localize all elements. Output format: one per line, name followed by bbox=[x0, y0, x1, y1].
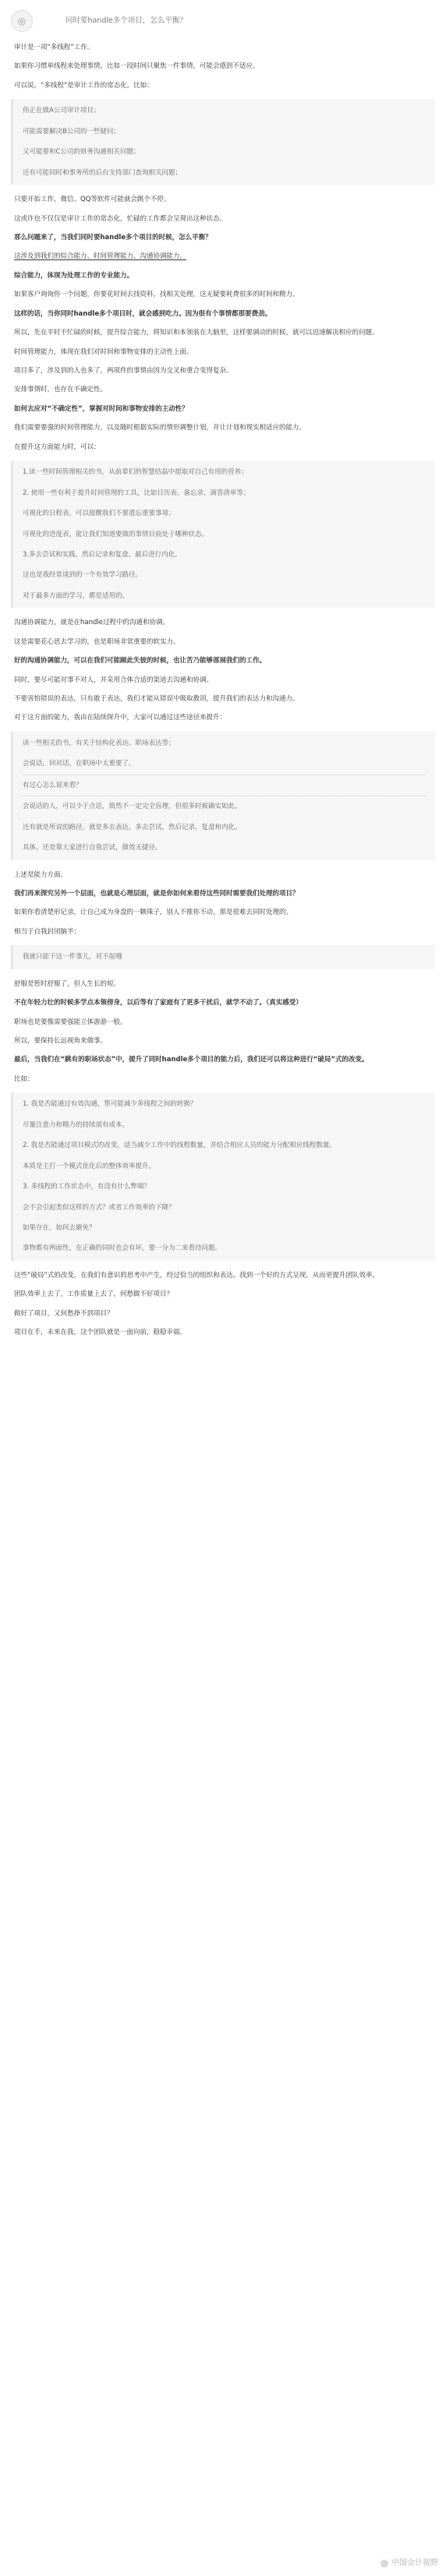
paragraph: 那么问题来了，当我们同时要handle多个项目的时候，怎么平衡？ bbox=[14, 233, 212, 242]
paragraph: 这或许也不仅仅是审计工作的常态化，忙碌的工作都会呈现出这种状态。 bbox=[14, 214, 227, 223]
quote-line: 2. 使用一些有利于提升时间管理的工具，比如日历表、备忘录、滴答清单等； bbox=[23, 489, 250, 497]
paragraph: 好的沟通协调能力，可以在我们可能顾此失彼的时候，也让苦乃能够部展我们的工作。 bbox=[14, 657, 267, 665]
paragraph: 比如： bbox=[14, 1075, 34, 1083]
paragraph: 这些“破局”式的改变，在我们有意识的思考中产生，经过恰当的组织和表达，找到一个好的方式呈现，从而更提升团队效率。 bbox=[14, 1271, 379, 1279]
quote-line: 还有可能同时和事务所的后台支持部门查询相关问题； bbox=[23, 168, 182, 177]
paragraph: 这涉及到我们的综合能力、时间管理能力、沟通协调能力。 bbox=[14, 252, 187, 261]
quote-line: 可能需要解决B公司的一些疑问； bbox=[23, 127, 120, 136]
paragraph: 这样的话，当你同时handle多个项目时，就会感到吃力。因为很有个事情都那要费劲。 bbox=[14, 309, 272, 318]
paragraph: 上述是能力方面。 bbox=[14, 870, 68, 879]
quote-line: 3.多去尝试和实践，然后记录和复盘，最后进行内化。 bbox=[23, 550, 182, 559]
paragraph: 最后，当我们在“跳有的职场状态”中，提升了同时handle多个项目的能力后，我们还可以将这种进行“破局”式的改变。 bbox=[14, 1056, 369, 1064]
paragraph: 安排事情时，也存在不确定性。 bbox=[14, 386, 108, 394]
quote-line: 具体，还是靠大家进行自我尝试，做效无捷径。 bbox=[23, 844, 162, 852]
quote-line: 有过心怎么说来看？ bbox=[23, 781, 83, 789]
quote-line: 读一些相关的书，有关于结构化表达、职场表达等； bbox=[23, 739, 175, 747]
quote-line: 如果存在，如何去避免？ bbox=[23, 1223, 96, 1232]
quote-line: 1.读一些时间管理相关的书，从前辈们的智慧结晶中提取对自己有用的营养； bbox=[23, 468, 248, 477]
quote-line: 你正在做A公司审计项目； bbox=[23, 107, 101, 115]
paragraph: 时间管理能力，体现在我们对时间和事物安排的主动性上面。 bbox=[14, 348, 193, 356]
paragraph: 如何去应对“不确定性”，掌握对时间和事物安排的主动性？ bbox=[14, 404, 189, 413]
paragraph: 我们需要要强的时间管理能力，以及随时根据实际的情形调整计划，并让计划和现实相适应的能力。 bbox=[14, 424, 306, 432]
article-title: 同时要handle多个项目，怎么平衡？ bbox=[65, 16, 187, 25]
quote-line: 3. 多线程的工作状态中，有没有什么弊端？ bbox=[23, 1183, 150, 1191]
paragraph: 如果客户询询你一个问题，你要花时间去找资料，找相关处理，这无疑要耗费很多的时间和精力。 bbox=[14, 291, 299, 299]
quote-line: 又可能要和C公司的财务沟通相关问题； bbox=[23, 148, 140, 157]
quote-line: 本质是主打一个模式优化后的整体效率提升。 bbox=[23, 1162, 156, 1170]
quote-line: 可视化的日程表，可以提醒我们不要遗忘重要事项； bbox=[23, 510, 175, 518]
quote-line: 对于最多方面的学习，都是适用的。 bbox=[23, 591, 129, 600]
quote-line: 可视化的进度表，能让我们知道要做的事情目前处于哪种状态。 bbox=[23, 530, 209, 538]
blockquote bbox=[11, 99, 435, 185]
article-body bbox=[11, 42, 435, 1346]
paragraph: 只要开始工作，微信、QQ等软件可能就会跳个不停。 bbox=[14, 196, 171, 204]
quote-line: 我就只能干这一件事儿，对不起哦 bbox=[23, 953, 122, 962]
paragraph: 如果你看清楚形记录，让自己成为身盘的一颗珠子，别人不推你不动，那是很难去同时处理的。 bbox=[14, 909, 293, 917]
paragraph: 对于这方面的能力，我由在陆续探升中，大家可以通过这些途径来提升： bbox=[14, 714, 227, 722]
quote-line: 事物都有两面性，在正确的同时也会有坏，要一分为二来看待问题。 bbox=[23, 1244, 222, 1253]
quote-line: 还有就是所说的路径，就是多去表达，多去尝试，然后记录，复盘和内化。 bbox=[23, 823, 242, 831]
paragraph: 综合能力，体现为处理工作的专业能力。 bbox=[14, 271, 134, 280]
paragraph: 团队效率上去了，工作质量上去了，何愁做不好项目？ bbox=[14, 1290, 174, 1299]
watermark bbox=[381, 2557, 438, 2570]
logo-icon[interactable]: ◎ bbox=[11, 10, 33, 32]
blockquote bbox=[11, 461, 435, 608]
paragraph: 不在年轻力壮的时候多学点本领傍身，以后等有了家庭有了更多干扰后，就学不动了。（真实感受） bbox=[14, 999, 303, 1007]
paragraph: 不要害怕错误的表达，只有敢于表达，我们才能从错误中吸取教训，提升我们的表达力和沟通力。 bbox=[14, 695, 299, 703]
quote-line: 会说话，回对话，在职场中太重要了。 bbox=[23, 760, 136, 768]
paragraph: 可以说，“多线程”是审计工作的常态化。比如： bbox=[14, 81, 154, 90]
article-header bbox=[11, 9, 435, 33]
blockquote bbox=[11, 945, 435, 969]
paragraph: 职场也是要像需要强能立体游游一般。 bbox=[14, 1018, 127, 1026]
quote-line: 这也是我经常谈到的一个有效学习路径。 bbox=[23, 571, 143, 580]
paragraph: 舒服是暂时舒服了，但人生长的短。 bbox=[14, 979, 121, 988]
paragraph: 我们再来探究另外一个层面，也就是心理层面，就是你如何来看待这些同时需要我们处理的项目？ bbox=[14, 889, 299, 898]
quote-line: 尽量注意力和精力的持续部有成本。 bbox=[23, 1120, 129, 1129]
quote-line: 会说话的人，可以少于点话，简然不一定完全盲理，但很多时候确实如此。 bbox=[23, 803, 242, 811]
paragraph: 审计是一项“多线程”工作。 bbox=[14, 44, 94, 51]
quote-line: 1. 我是否能通过有效沟通，帮可能减少多线程之间的转换？ bbox=[23, 1100, 197, 1109]
paragraph: 项目在手，未来在我，这个团队就是一面向前，稳稳幸福。 bbox=[14, 1329, 187, 1337]
paragraph: 沟通协调能力，就是在handle过程中的沟通和协调。 bbox=[14, 619, 169, 627]
blockquote bbox=[11, 732, 435, 860]
paragraph: 项目多了，涉及到的人也多了，两项件的事情由因为交叉和重合变得复杂。 bbox=[14, 367, 233, 375]
watermark-text: 中国会计视野 bbox=[391, 2559, 438, 2567]
paragraph: 同时，要尽可能对事不对人，并采用合体合适的渠道去沟通和协调。 bbox=[14, 676, 214, 684]
paragraph: 所以，先在平时不忙碌的时候，提升综合能力，将知识和本领装在大脑里，这样要调动的时候，就可以迅速解决相应的问题。 bbox=[14, 329, 379, 337]
paragraph: 相当于自我封闭脑半： bbox=[14, 927, 81, 936]
blockquote bbox=[11, 1092, 435, 1261]
quote-line: 会不会引起类似这样的方式？或者工作效率的下降？ bbox=[23, 1203, 175, 1212]
paragraph: 所以，要保持长远视角来做事。 bbox=[14, 1037, 108, 1045]
quote-line: 2. 我是否能通过项目模式的改变，适当减少工作中的线程数量，并结合相应人员的能力分配相应线程数量。 bbox=[23, 1142, 336, 1150]
paragraph: 如果你习惯单线程来处理事情，比如一段时间只聚焦一件事情，可能会感到不适应。 bbox=[14, 62, 260, 71]
watermark-logo-icon bbox=[381, 2560, 388, 2567]
paragraph: 在提升这方面能力时，可以： bbox=[14, 443, 101, 451]
paragraph: 做好了项目，又何愁挣不到项目？ bbox=[14, 1309, 114, 1318]
paragraph: 这是需要花心思去学习的，也是职场非常重要的软实力。 bbox=[14, 637, 180, 646]
